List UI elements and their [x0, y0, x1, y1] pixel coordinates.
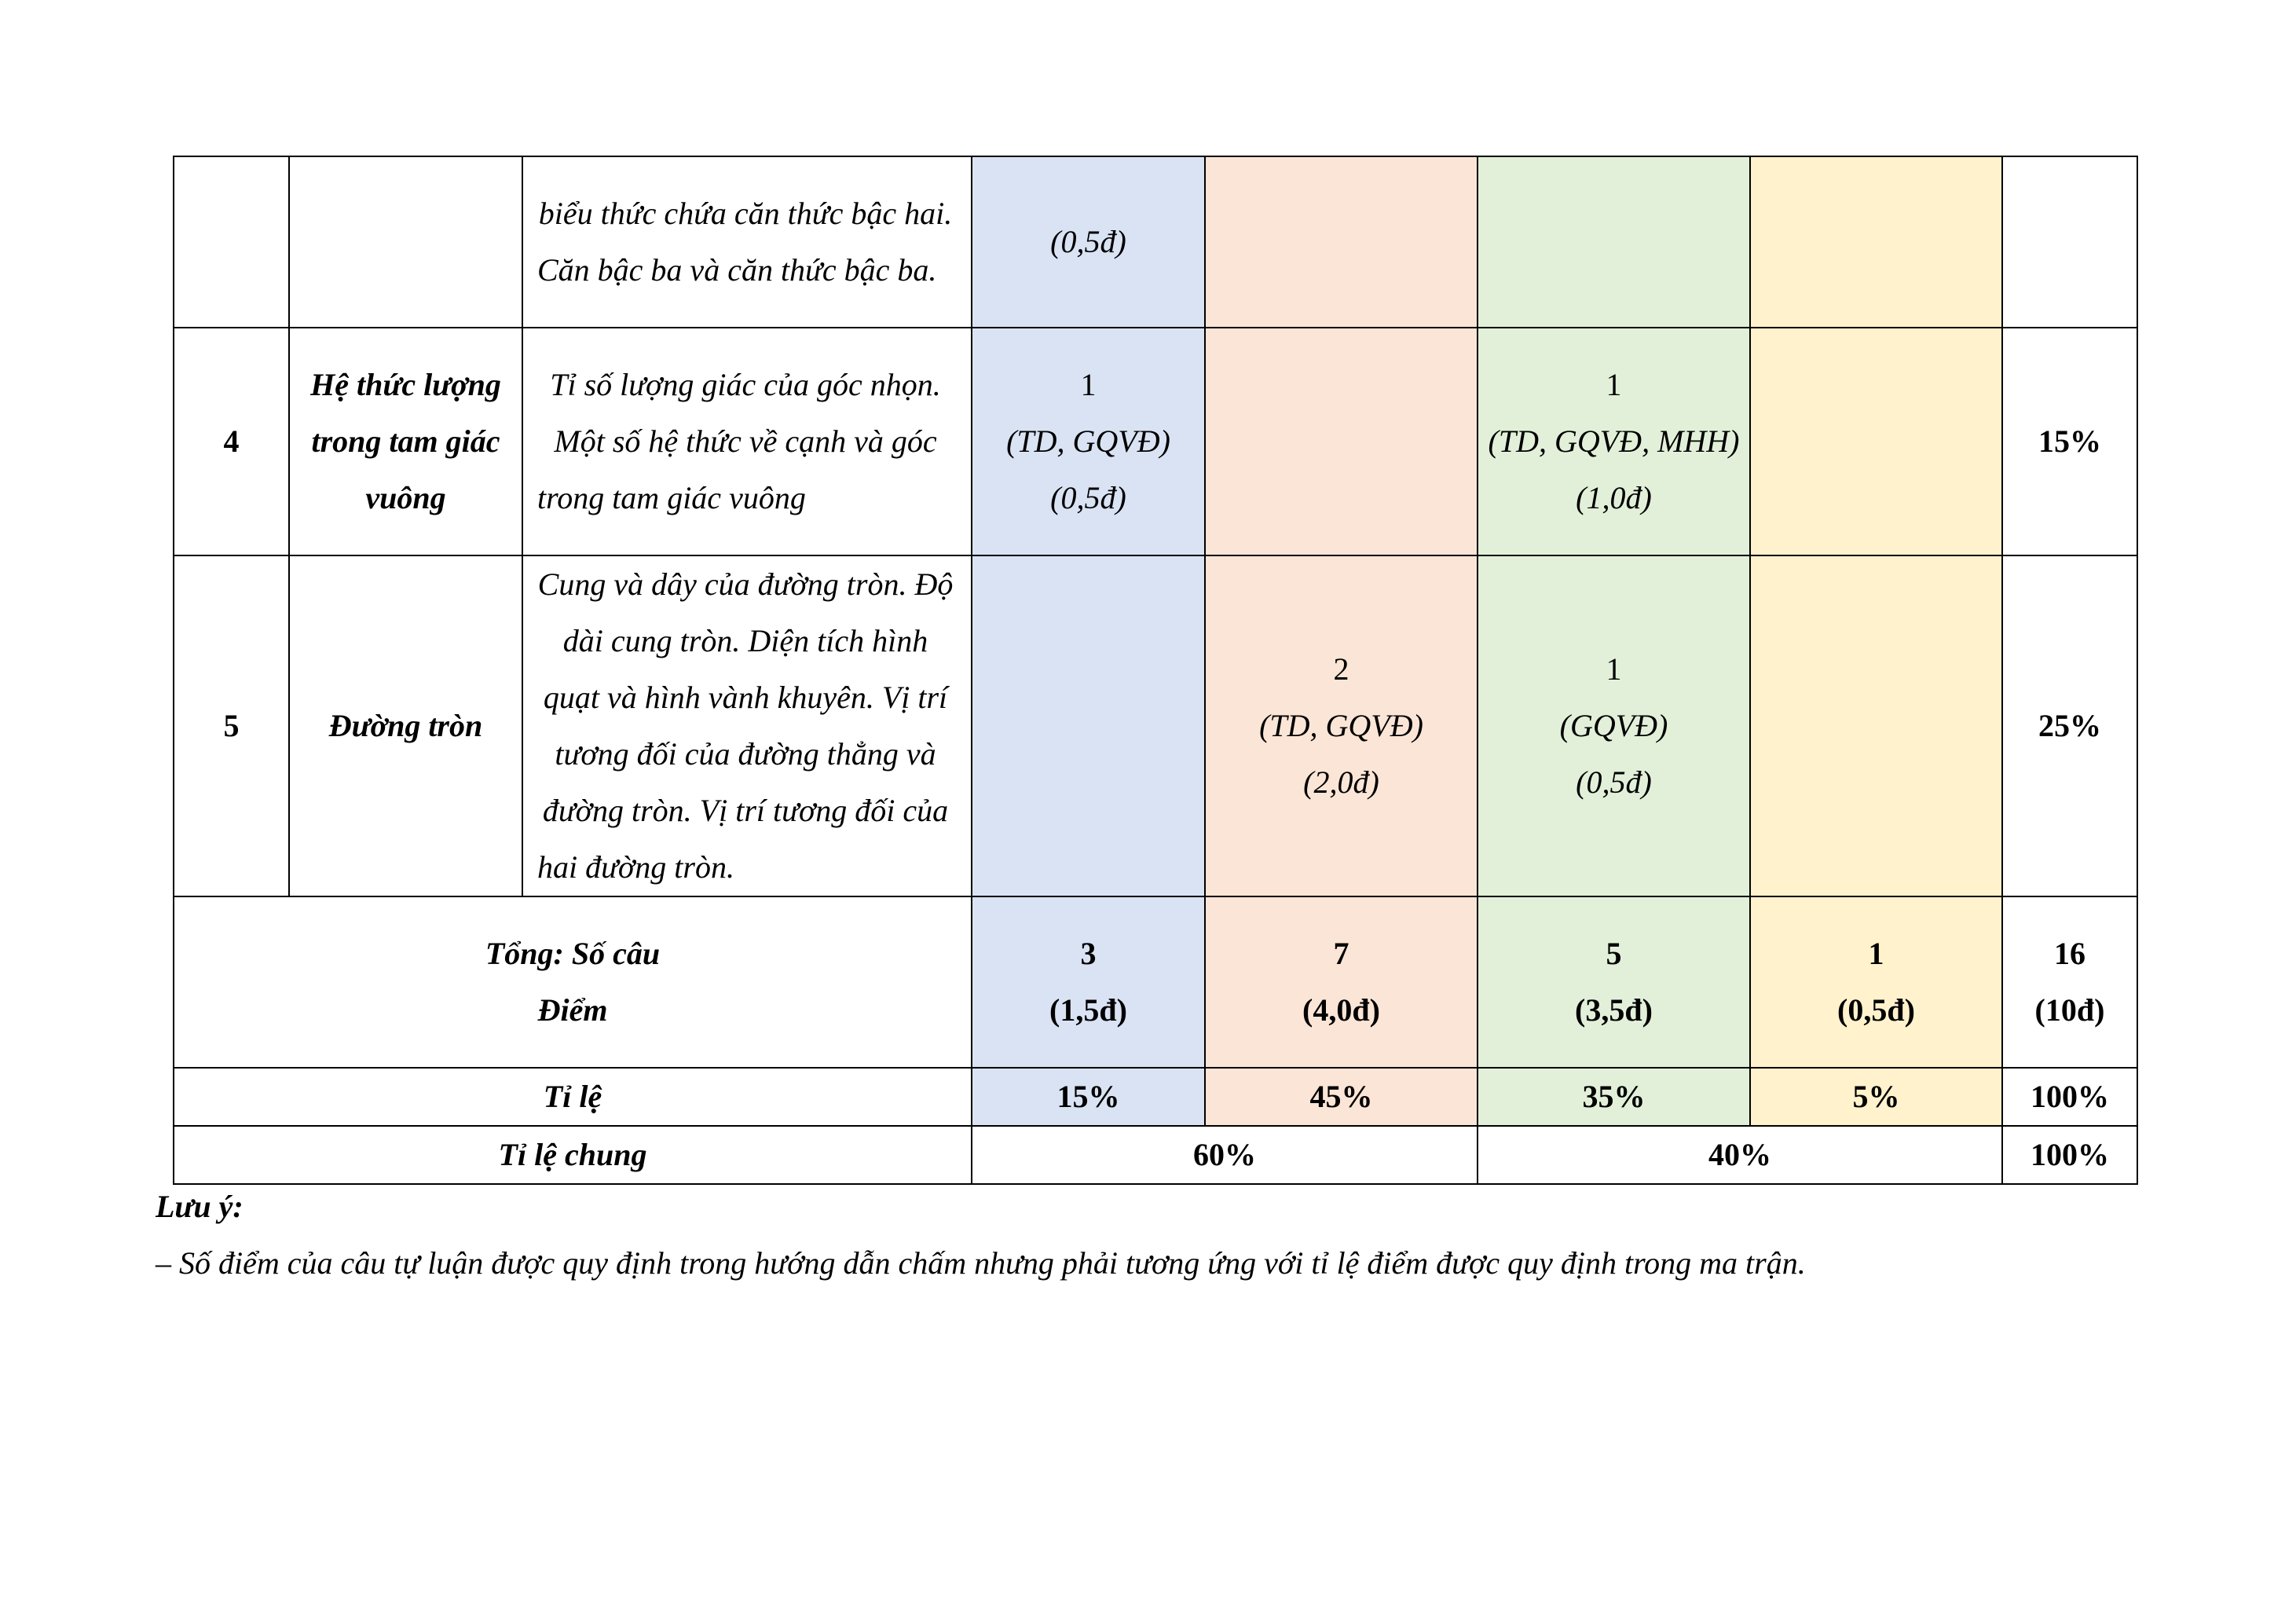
level3-cell: 1 (TD, GQVĐ, MHH) (1,0đ) — [1478, 328, 1750, 555]
ratio-row — [174, 1068, 2137, 1126]
general-ratio-label-cell: Tỉ lệ chung — [174, 1126, 972, 1184]
total-all-cell: 16 (10đ) — [2002, 896, 2137, 1068]
level2-cell — [1205, 328, 1478, 555]
stt-cell: 5 — [174, 555, 289, 896]
percent-cell: 25% — [2002, 555, 2137, 896]
content-cell: Tỉ số lượng giác của góc nhọn. Một số hệ thức về cạnh và góc trong tam giác vuông — [522, 328, 972, 555]
topic-cell: Đường tròn — [289, 555, 522, 896]
table-row — [174, 156, 2137, 328]
ratio-level1-cell: 15% — [972, 1068, 1205, 1126]
ratio-level4-cell: 5% — [1750, 1068, 2002, 1126]
level3-cell: 1 (GQVĐ) (0,5đ) — [1478, 555, 1750, 896]
total-level1-cell: 3 (1,5đ) — [972, 896, 1205, 1068]
general-ratio-all-cell: 100% — [2002, 1126, 2137, 1184]
total-level4-cell: 1 (0,5đ) — [1750, 896, 2002, 1068]
topic-cell: Hệ thức lượng trong tam giác vuông — [289, 328, 522, 555]
level4-cell — [1750, 156, 2002, 328]
note-text: – Số điểm của câu tự luận được quy định trong hướng dẫn chấm nhưng phải tương ứng với tỉ lệ điểm được quy định trong ma trận. — [156, 1245, 1806, 1281]
total-label-cell: Tổng: Số câu Điểm — [174, 896, 972, 1068]
percent-cell: 15% — [2002, 328, 2137, 555]
total-level3-cell: 5 (3,5đ) — [1478, 896, 1750, 1068]
percent-cell — [2002, 156, 2137, 328]
ratio-level3-cell: 35% — [1478, 1068, 1750, 1126]
content-cell: biểu thức chứa căn thức bậc hai. Căn bậc ba và căn thức bậc ba. — [522, 156, 972, 328]
total-level2-cell: 7 (4,0đ) — [1205, 896, 1478, 1068]
general-ratio-row — [174, 1126, 2137, 1184]
level1-cell: 1 (TD, GQVĐ) (0,5đ) — [972, 328, 1205, 555]
topic-cell — [289, 156, 522, 328]
general-ratio-right-cell: 40% — [1478, 1126, 2002, 1184]
general-ratio-left-cell: 60% — [972, 1126, 1478, 1184]
ratio-level2-cell: 45% — [1205, 1068, 1478, 1126]
level4-cell — [1750, 328, 2002, 555]
content-cell: Cung và dây của đường tròn. Độ dài cung tròn. Diện tích hình quạt và hình vành khuyên. Vị trí tương đối của đường thẳng và đường tròn. Vị trí tương đối của hai đường tròn. — [522, 555, 972, 896]
level1-cell — [972, 555, 1205, 896]
ratio-all-cell: 100% — [2002, 1068, 2137, 1126]
total-row — [174, 896, 2137, 1068]
note-title: Lưu ý: — [156, 1189, 244, 1224]
ratio-label-cell: Tỉ lệ — [174, 1068, 972, 1126]
level2-cell — [1205, 156, 1478, 328]
level3-cell — [1478, 156, 1750, 328]
level2-cell: 2 (TD, GQVĐ) (2,0đ) — [1205, 555, 1478, 896]
matrix-table — [173, 156, 2138, 1185]
stt-cell: 4 — [174, 328, 289, 555]
level1-cell: (0,5đ) — [972, 156, 1205, 328]
stt-cell — [174, 156, 289, 328]
table-row — [174, 328, 2137, 555]
table-row — [174, 555, 2137, 896]
level4-cell — [1750, 555, 2002, 896]
